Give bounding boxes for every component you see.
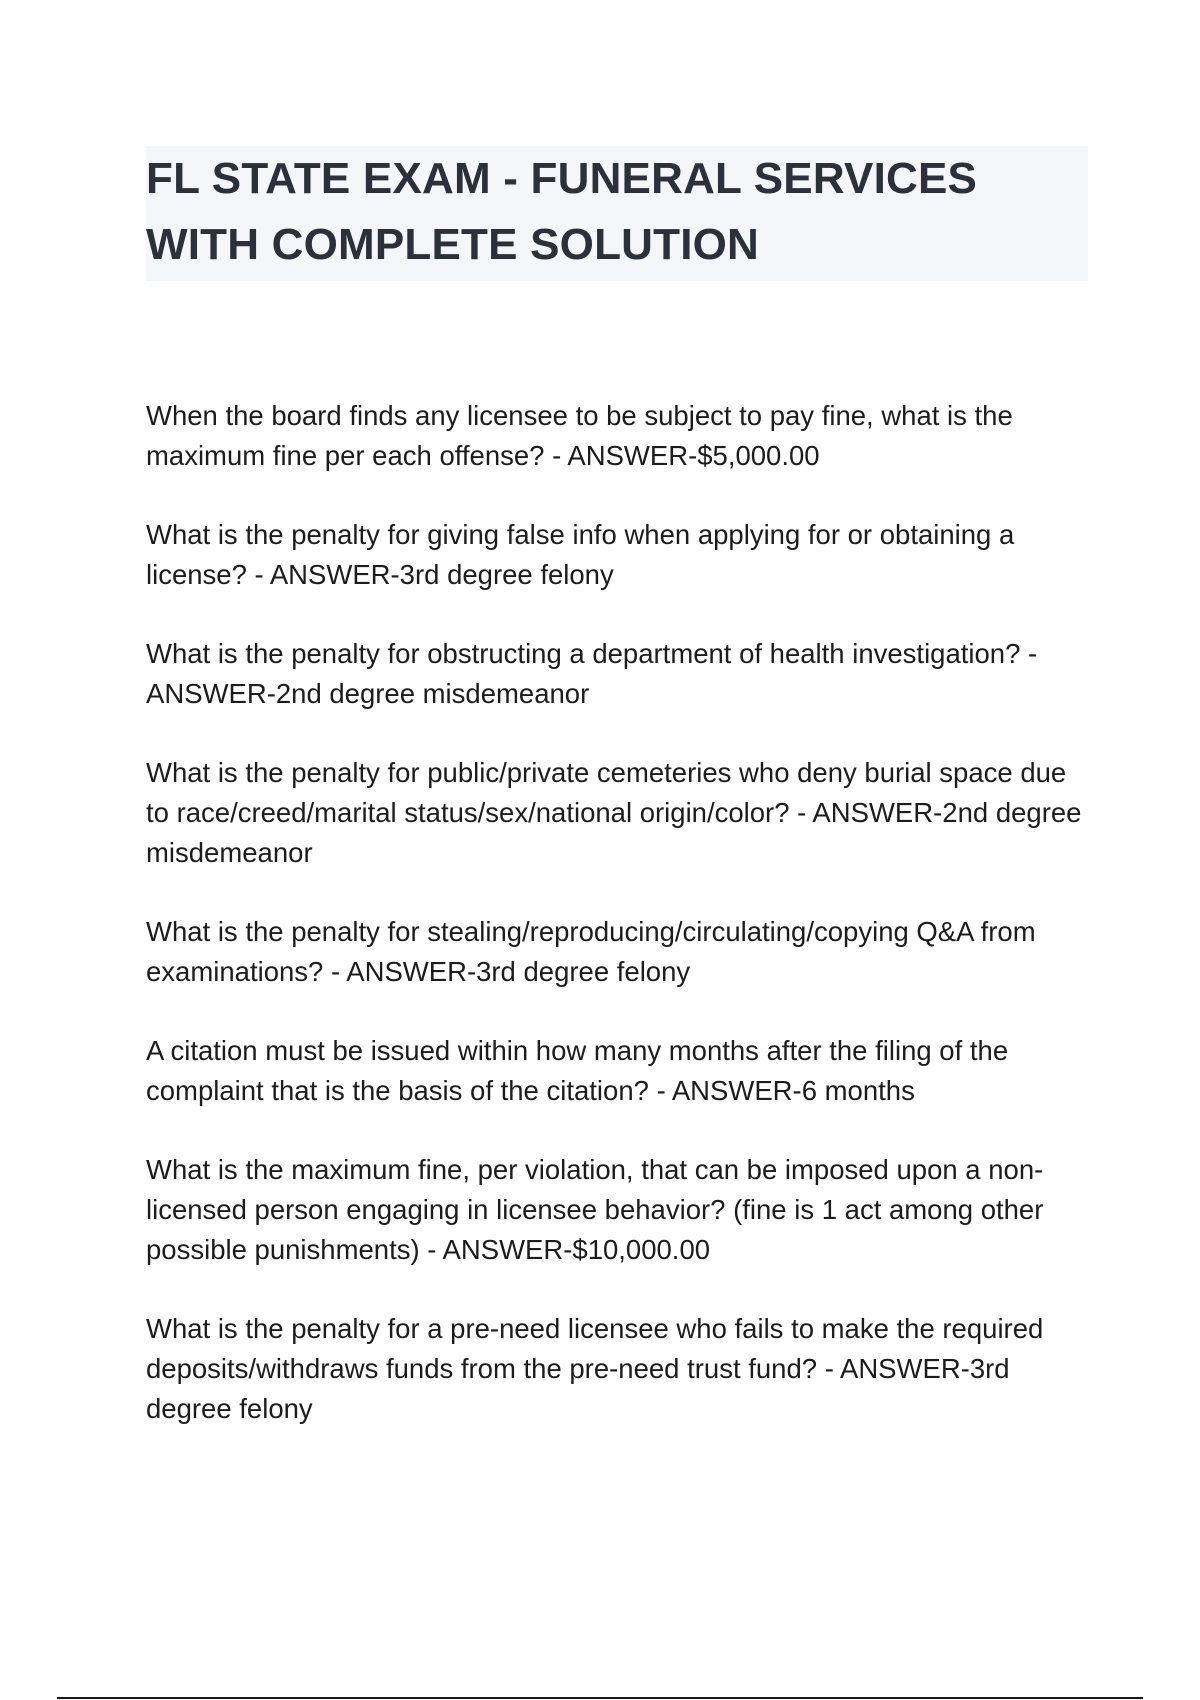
qa-item: A citation must be issued within how many months after the filing of the complaint that is the basis of the citation? - ANSWER-6 months: [146, 1035, 1009, 1106]
qa-item: What is the maximum fine, per violation, that can be imposed upon a non-licensed person engaging in licensee behavior? (fine is 1 act among other possible punishments) - ANSWER-$10,000.00: [146, 1154, 1044, 1265]
qa-item: What is the penalty for public/private cemeteries who deny burial space due to race/creed/marital status/sex/national origin/color? - ANSWER-2nd degree misdemeanor: [146, 757, 1082, 868]
qa-item: What is the penalty for stealing/reproducing/circulating/copying Q&A from examinations? - ANSWER-3rd degree felony: [146, 916, 1036, 987]
qa-item: What is the penalty for obstructing a department of health investigation? - ANSWER-2nd degree misdemeanor: [146, 638, 1038, 709]
qa-list: [146, 396, 1096, 1468]
title-banner: [146, 146, 1088, 281]
qa-item: What is the penalty for giving false info when applying for or obtaining a license? - ANSWER-3rd degree felony: [146, 519, 1015, 590]
page-title: FL STATE EXAM - FUNERAL SERVICES WITH COMPLETE SOLUTION: [146, 154, 978, 269]
qa-item: When the board finds any licensee to be subject to pay fine, what is the maximum fine per each offense? - ANSWER-$5,000.00: [146, 400, 1013, 471]
qa-item: What is the penalty for a pre-need licensee who fails to make the required deposits/withdraws funds from the pre-need trust fund? - ANSWER-3rd degree felony: [146, 1313, 1044, 1424]
footer-divider: [57, 1697, 1143, 1699]
